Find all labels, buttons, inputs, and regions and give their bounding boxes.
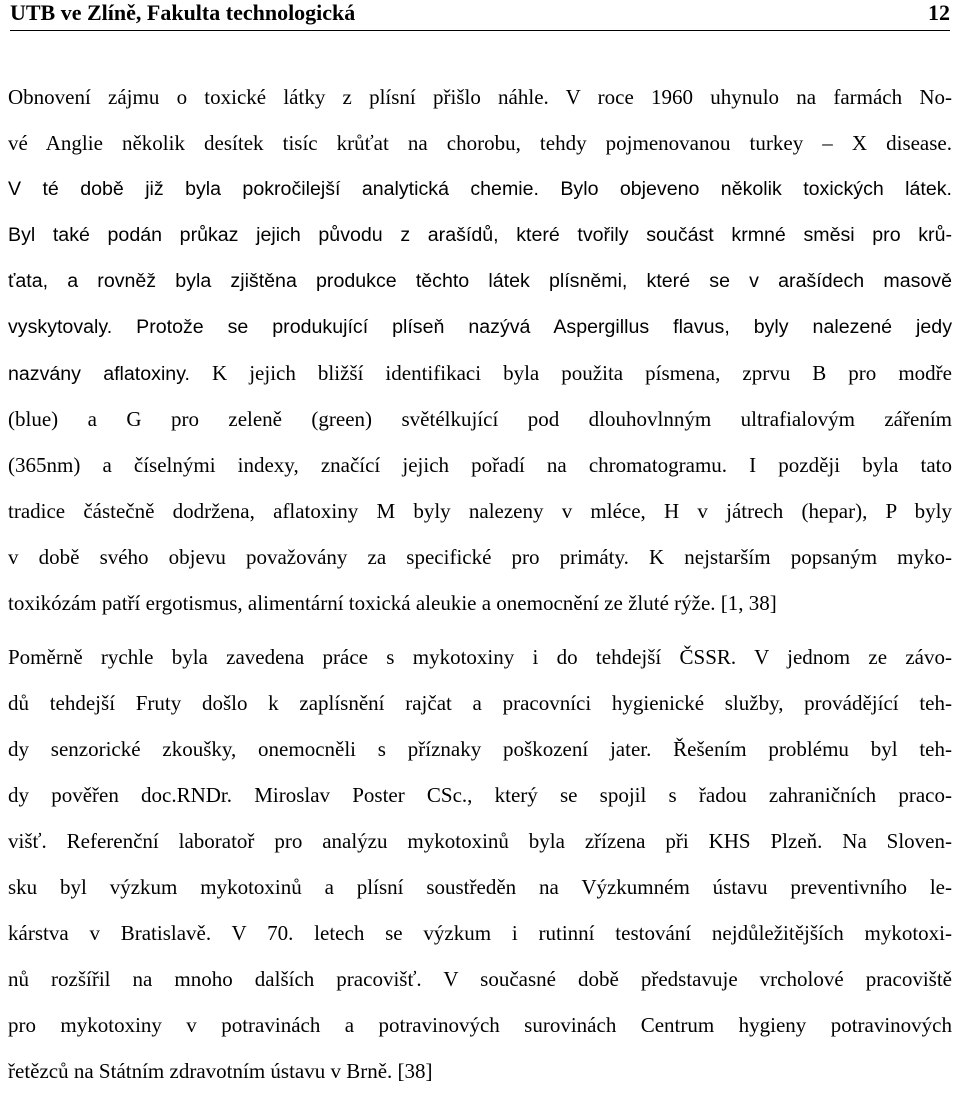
text-line: (blue) a G pro zeleně (green) světélkující pod dlouhovlnným ultrafialovým zářením	[8, 407, 952, 431]
text-line: kárstva v Bratislavě. V 70. letech se výzkum i rutinní testování nejdůležitějších mykotoxi-	[8, 921, 952, 945]
text-line: toxikózám patří ergotismus, alimentární toxická aleukie a onemocnění ze žluté rýže. [1, 38]	[8, 591, 777, 615]
text-line: v době svého objevu považovány za specifické pro primáty. K nejstarším popsaným myko-	[8, 545, 952, 569]
text-line: (365nm) a číselnými indexy, značící jejich pořadí na chromatogramu. I později byla tato	[8, 453, 952, 477]
text-line: sku byl výzkum mykotoxinů a plísní soustředěn na Výzkumném ústavu preventivního le-	[8, 875, 952, 899]
header-title: UTB ve Zlíně, Fakulta technologická	[10, 0, 356, 25]
text-line: Poměrně rychle byla zavedena práce s mykotoxiny i do tehdejší ČSSR. V jednom ze závo-	[8, 645, 952, 669]
text-line: dy senzorické zkoušky, onemocněli s příznaky poškození jater. Řešením problému byl teh-	[8, 737, 952, 761]
text-line: višť. Referenční laboratoř pro analýzu mykotoxinů byla zřízena při KHS Plzeň. Na Sloven-	[8, 829, 952, 853]
text-line: vyskytovaly. Protože se produkující plíseň nazývá Aspergillus flavus, byly nalezené jedy	[8, 316, 952, 338]
text-line: dů tehdejší Fruty došlo k zaplísnění rajčat a pracovníci hygienické služby, provádějící teh-	[8, 691, 952, 715]
text-line: nů rozšířil na mnoho dalších pracovišť. V současné době představuje vrcholové pracoviště	[8, 967, 952, 991]
paragraph-mycotoxins-czechoslovakia	[8, 634, 952, 1094]
text-line: řetězců na Státním zdravotním ústavu v Brně. [38]	[8, 1059, 433, 1083]
text-line: V té době již byla pokročilejší analytická chemie. Bylo objeveno několik toxických látek.	[8, 178, 952, 200]
text-line-mixed	[8, 350, 952, 396]
page-number: 12	[928, 0, 950, 25]
text-line: dy pověřen doc.RNDr. Miroslav Poster CSc., který se spojil s řadou zahraničních praco-	[8, 783, 952, 807]
text-line: tradice částečně dodržena, aflatoxiny M byly nalezeny v mléce, H v játrech (hepar), P byly	[8, 499, 952, 523]
text-line: ťata, a rovněž byla zjištěna produkce těchto látek plísněmi, které se v arašídech masově	[8, 270, 952, 292]
page-header	[10, 0, 950, 31]
text-line: pro mykotoxiny v potravinách a potravinových surovinách Centrum hygieny potravinových	[8, 1013, 952, 1037]
text-line: Byl také podán průkaz jejich původu z arašídů, které tvořily součást krmné směsi pro krů-	[8, 224, 952, 246]
text-segment-sans: nazvány aflatoxiny.	[8, 363, 190, 385]
text-line: Obnovení zájmu o toxické látky z plísní přišlo náhle. V roce 1960 uhynulo na farmách No-	[8, 85, 952, 109]
paragraph-aflatoxins-history	[8, 74, 952, 626]
text-line: vé Anglie několik desítek tisíc krůťat na chorobu, tehdy pojmenovanou turkey – X disease.	[8, 131, 952, 155]
text-segment-serif: K jejich bližší identifikaci byla použita písmena, zprvu B pro modře	[189, 361, 952, 385]
